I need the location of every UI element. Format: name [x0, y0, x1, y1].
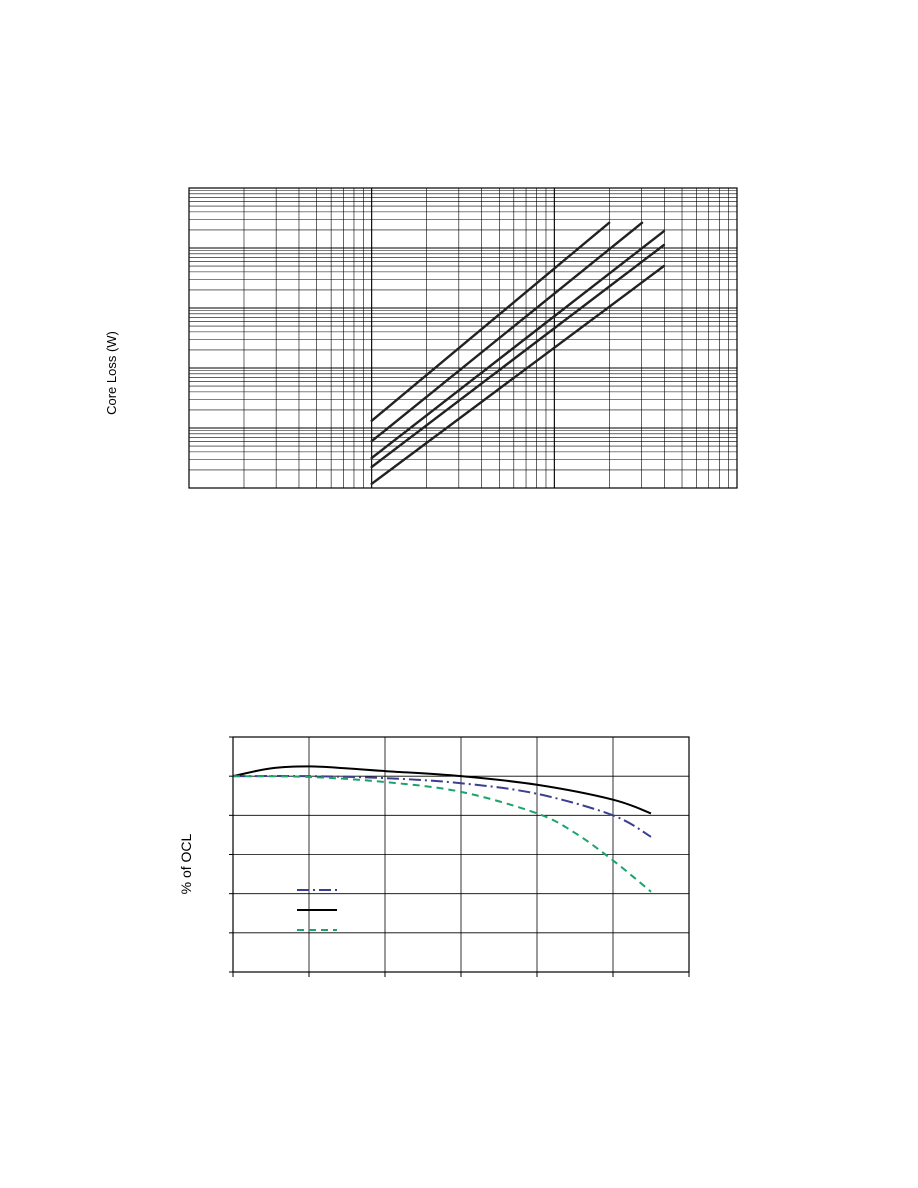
ocl-axis-label: % of OCL [178, 833, 194, 895]
ocl-chart [229, 737, 689, 977]
core-loss-series-line-3 [372, 231, 664, 458]
ocl-series-line-1 [233, 776, 651, 837]
core-loss-plot-frame [189, 188, 737, 488]
core-loss-series [372, 223, 664, 484]
core-loss-series-line-1 [372, 223, 609, 421]
ocl-series [233, 766, 651, 891]
ocl-grid [229, 737, 689, 977]
core-loss-grid [189, 188, 737, 488]
core-loss-axis-label: Core Loss (W) [104, 331, 119, 415]
core-loss-chart [189, 188, 737, 488]
ocl-legend [297, 890, 337, 930]
